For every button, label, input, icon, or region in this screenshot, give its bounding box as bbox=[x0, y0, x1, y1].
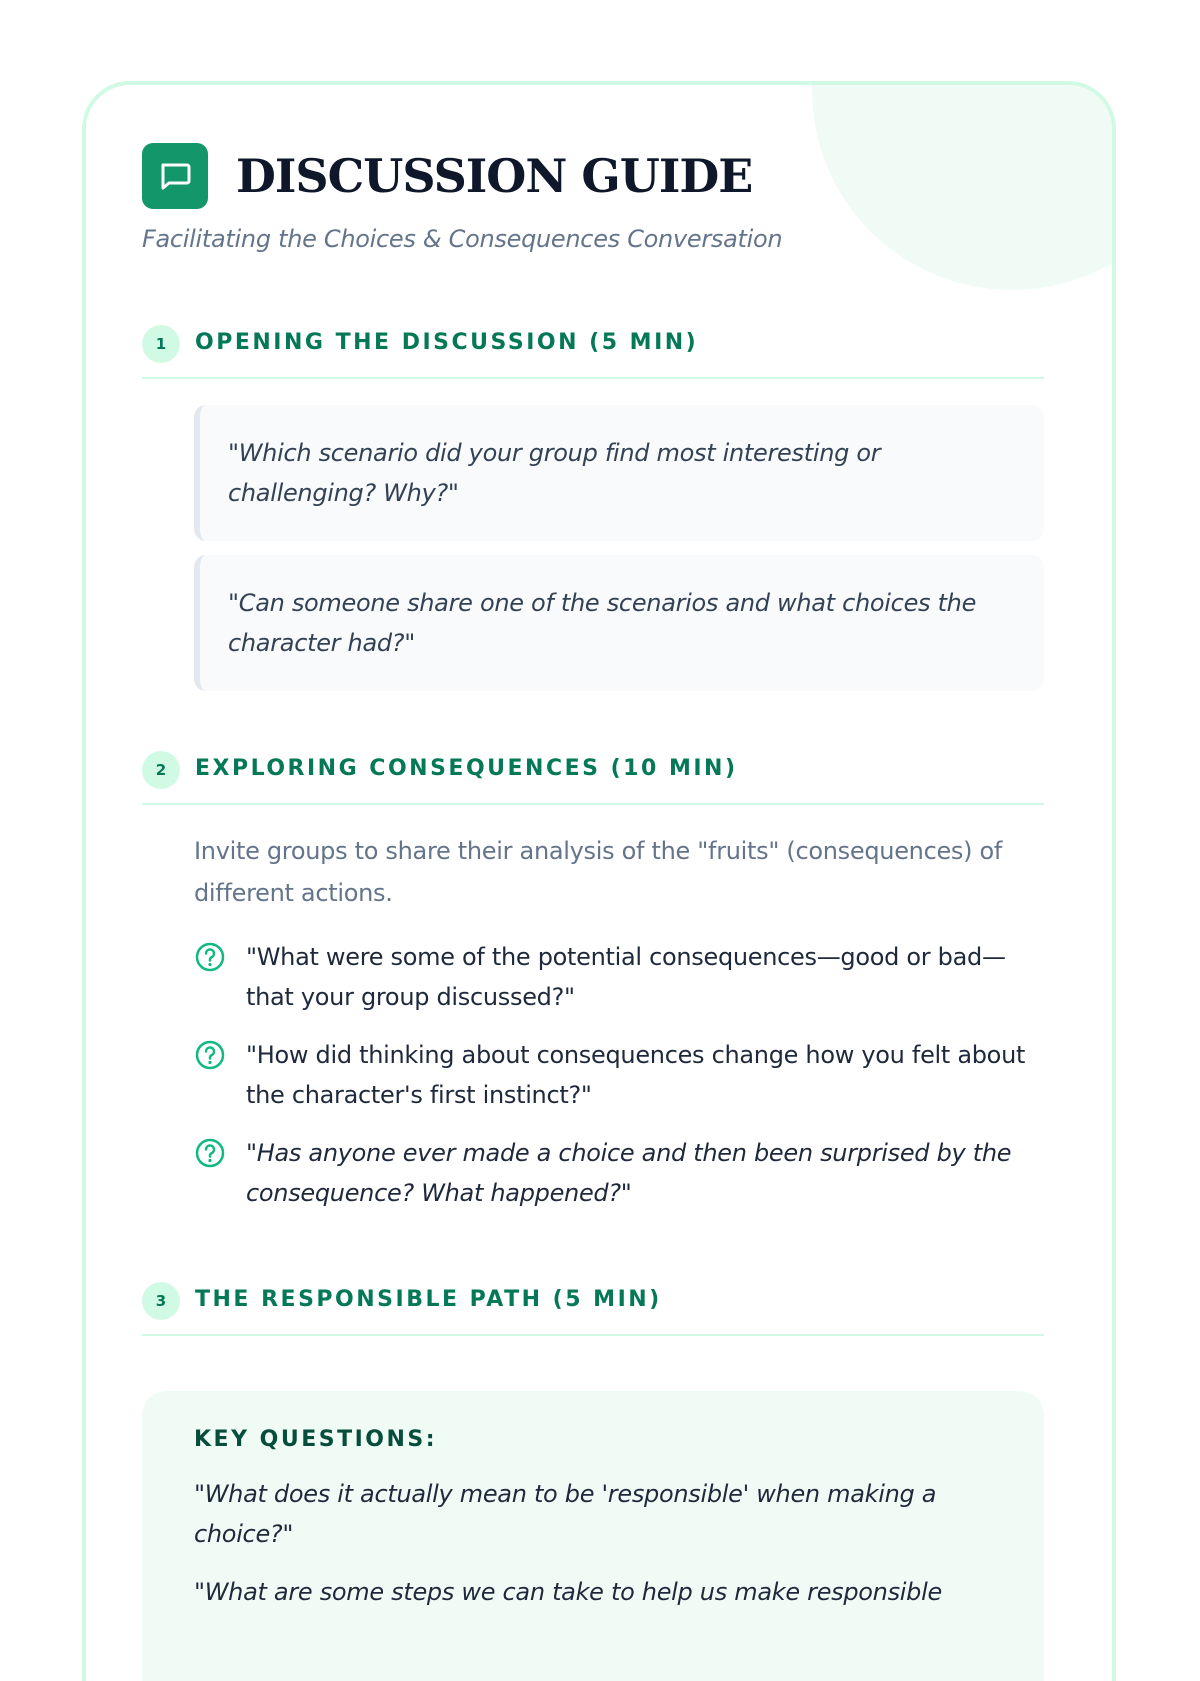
question-text: "What were some of the potential consequences—good or bad—that your group discussed?" bbox=[246, 943, 1006, 1011]
decorative-corner-blob bbox=[812, 81, 1116, 290]
speech-bubble-icon bbox=[142, 143, 208, 209]
key-questions-label: KEY QUESTIONS: bbox=[194, 1427, 438, 1452]
section-intro: Invite groups to share their analysis of the "fruits" (consequences) of different actions. bbox=[194, 837, 1003, 907]
page-title: DISCUSSION GUIDE bbox=[236, 149, 753, 203]
section-number-badge: 1 bbox=[142, 325, 180, 363]
section-1-header bbox=[142, 323, 1044, 379]
question-text: "Has anyone ever made a choice and then been surprised by the consequence? What happened?" bbox=[246, 1139, 1012, 1207]
question-text: "How did thinking about consequences change how you felt about the character's first instinct?" bbox=[246, 1041, 1026, 1109]
section-2-header bbox=[142, 749, 1044, 805]
section-number-badge: 2 bbox=[142, 751, 180, 789]
section-title: EXPLORING CONSEQUENCES (10 MIN) bbox=[195, 756, 738, 781]
question-circle-icon bbox=[194, 1039, 226, 1071]
header bbox=[142, 143, 752, 209]
section-title: THE RESPONSIBLE PATH (5 MIN) bbox=[195, 1287, 662, 1312]
discussion-guide-card bbox=[82, 81, 1116, 1681]
section-3-header bbox=[142, 1280, 1044, 1336]
quote-box: "Which scenario did your group find most interesting or challenging? Why?" bbox=[194, 405, 1044, 541]
question-item bbox=[194, 1133, 1044, 1213]
section-title: OPENING THE DISCUSSION (5 MIN) bbox=[195, 330, 699, 355]
key-question: "What are some steps we can take to help us make responsible bbox=[194, 1578, 942, 1606]
question-item bbox=[194, 937, 1044, 1017]
section-number-badge: 3 bbox=[142, 1282, 180, 1320]
question-circle-icon bbox=[194, 941, 226, 973]
quote-box: "Can someone share one of the scenarios and what choices the character had?" bbox=[194, 555, 1044, 691]
key-question: "What does it actually mean to be 'responsible' when making a choice?" bbox=[194, 1480, 937, 1548]
question-item bbox=[194, 1035, 1044, 1115]
key-questions-box bbox=[142, 1391, 1044, 1681]
page-subtitle: Facilitating the Choices & Consequences Conversation bbox=[142, 225, 783, 253]
question-circle-icon bbox=[194, 1137, 226, 1169]
